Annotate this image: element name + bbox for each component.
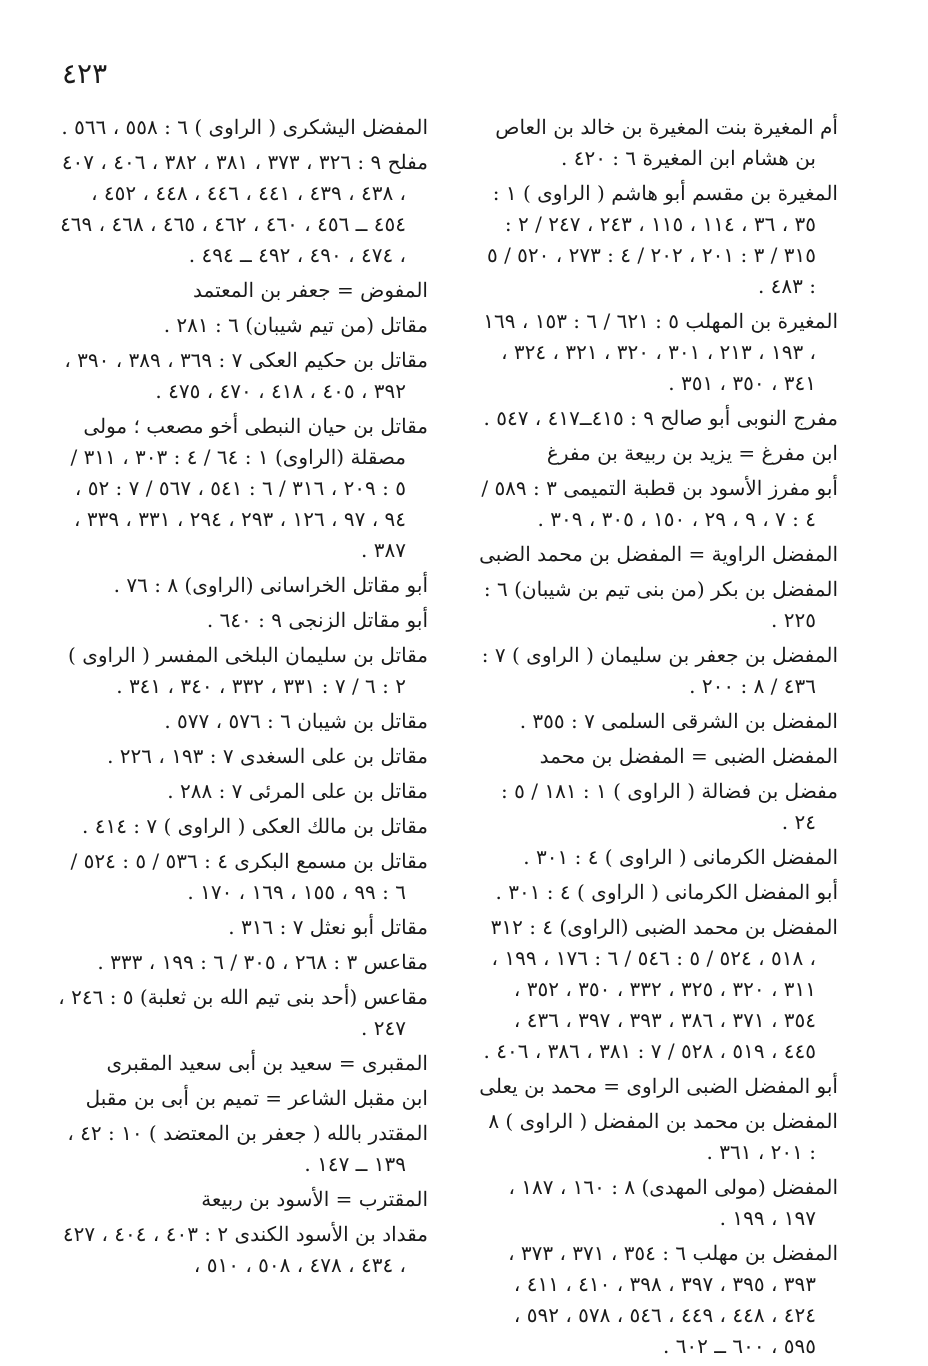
- index-entry: مقداد بن الأسود الكندى ٢ : ٤٠٣ ، ٤٠٤ ، ٤٢٧ ، ٤٣٤ ، ٤٧٨ ، ٥٠٨ ، ٥١٠ ،: [62, 1222, 428, 1277]
- index-column-left: [58, 112, 428, 1285]
- index-entry: المفضل الكرمانى ( الراوى ) ٤ : ٣٠١ .: [523, 845, 838, 869]
- page-number: ٤٢٣: [62, 57, 108, 90]
- index-entry: مقاتل أبو نعثل ٧ : ٣١٦ .: [228, 915, 428, 939]
- index-entry: المغيرة بن مقسم أبو هاشم ( الراوى ) ١ : ٣٥ ، ٣٦ ، ١١٤ ، ١١٥ ، ٢٤٣ ، ٢٤٧ / ٢ : ٣١٥ / ٣ : ٢٠١ ، ٢٠٢ / ٤ : ٢٧٣ ، ٥٢٠ / ٥ : ٤٨٣ .: [486, 181, 838, 298]
- index-entry: مقاتل بن سليمان البلخى المفسر ( الراوى ) ٢ : ٦ / ٧ : ٣٣١ ، ٣٣٢ ، ٣٤٠ ، ٣٤١ .: [68, 643, 428, 698]
- index-entry: مقاتل (من تيم شيبان) ٦ : ٢٨١ .: [163, 313, 428, 337]
- index-entry: المفضل (مولى المهدى) ٨ : ١٦٠ ، ١٨٧ ، ١٩٧ ، ١٩٩ .: [508, 1175, 838, 1230]
- index-entry: المفضل بن محمد الضبى (الراوى) ٤ : ٣١٢ ، ٥١٨ ، ٥٢٤ / ٥ : ٥٤٦ / ٦ : ١٧٦ ، ١٩٩ ، ٣١١ ، ٣٢٠ ، ٣٢٥ ، ٣٣٢ ، ٣٥٠ ، ٣٥٢ ، ٣٥٤ ، ٣٧١ ، ٣٨٦ ، ٣٩٣ ، ٣٩٧ ، ٤٣٦ ، ٤٤٥ ، ٥١٩ ، ٥٢٨ / ٧ : ٣٨١ ، ٣٨٦ ، ٤٠٦ .: [483, 915, 838, 1063]
- index-entry: المقترب = الأسود بن ربيعة: [201, 1187, 428, 1211]
- index-entry: مقاتل بن مالك العكى ( الراوى ) ٧ : ٤١٤ .: [81, 814, 428, 838]
- index-entry: مقاتل بن حيان النبطى أخو مصعب ؛ مولى مصقلة (الراوى) ١ : ٦٤ / ٤ : ٣٠٣ ، ٣١١ / ٥ : ٢٠٩ ، ٣١٦ / ٦ : ٥٤١ ، ٥٦٧ / ٧ : ٥٢ ، ٩٤ ، ٩٧ ، ١٢٦ ، ٢٩٣ ، ٢٩٤ ، ٣٣١ ، ٣٣٩ ، ٣٨٧ .: [70, 414, 428, 562]
- index-entry: ابن مفرغ = يزيد بن ربيعة بن مفرغ: [546, 441, 838, 465]
- index-entry: المغيرة بن المهلب ٥ : ٦٢١ / ٦ : ١٥٣ ، ١٦٩ ، ١٩٣ ، ٢١٣ ، ٣٠١ ، ٣٢٠ ، ٣٢١ ، ٣٢٤ ، ٣٤١ ، ٣٥٠ ، ٣٥١ .: [483, 309, 838, 395]
- index-entry: أم المغيرة بنت المغيرة بن خالد بن العاص بن هشام ابن المغيرة ٦ : ٤٢٠ .: [495, 115, 838, 170]
- index-entry: المفوض = جعفر بن المعتمد: [193, 278, 428, 302]
- index-entry: المفضل الضبى = المفضل بن محمد: [539, 744, 838, 768]
- index-entry: أبو مقاتل الزنجى ٩ : ٦٤٠ .: [206, 608, 428, 632]
- index-entry: مفضل بن فضالة ( الراوى ) ١ : ١٨١ / ٥ : ٢٤ .: [501, 779, 838, 834]
- index-entry: مقاعس ٣ : ٢٦٨ ، ٣٠٥ / ٦ : ١٩٩ ، ٣٣٣ .: [97, 950, 428, 974]
- index-entry: مقاتل بن شيبان ٦ : ٥٧٦ ، ٥٧٧ .: [164, 709, 428, 733]
- index-entry: المفضل الراوية = المفضل بن محمد الضبى: [479, 542, 838, 566]
- index-entry: أبو مفرز الأسود بن قطبة التميمى ٣ : ٥٨٩ / ٤ : ٧ ، ٩ ، ٢٩ ، ١٥٠ ، ٣٠٥ ، ٣٠٩ .: [481, 476, 838, 531]
- index-entry: المفضل اليشكرى ( الراوى ) ٦ : ٥٥٨ ، ٥٦٦ .: [61, 115, 428, 139]
- index-entry: أبو المفضل الكرمانى ( الراوى ) ٤ : ٣٠١ .: [495, 880, 838, 904]
- index-entry: مقاتل بن على المرئى ٧ : ٢٨٨ .: [167, 779, 428, 803]
- index-entry: المفضل بن جعفر بن سليمان ( الراوى ) ٧ : ٤٣٦ / ٨ : ٢٠٠ .: [481, 643, 838, 698]
- index-entry: أبو المفضل الضبى الراوى = محمد بن يعلى: [479, 1074, 838, 1098]
- index-entry: المقبرى = سعيد بن أبى سعيد المقبرى: [106, 1051, 428, 1075]
- index-entry: مقاتل بن حكيم العكى ٧ : ٣٦٩ ، ٣٨٩ ، ٣٩٠ ، ٣٩٢ ، ٤٠٥ ، ٤١٨ ، ٤٧٠ ، ٤٧٥ .: [64, 348, 428, 403]
- index-entry: ابن مقبل الشاعر = تميم بن أبى بن مقبل: [85, 1086, 428, 1110]
- index-entry: المفضل بن مهلب ٦ : ٣٥٤ ، ٣٧١ ، ٣٧٣ ، ٣٩٣ ، ٣٩٥ ، ٣٩٧ ، ٣٩٨ ، ٤١٠ ، ٤١١ ، ٤٢٤ ، ٤٤٨ ، ٤٤٩ ، ٥٤٦ ، ٥٧٨ ، ٥٩٢ ، ٥٩٥ ، ٦٠٠ ــ ٦٠٢ .: [508, 1241, 838, 1358]
- index-entry: مقاتل بن على السغدى ٧ : ١٩٣ ، ٢٢٦ .: [107, 744, 428, 768]
- index-entry: مقاتل بن مسمع البكرى ٤ : ٥٣٦ / ٥ : ٥٢٤ / ٦ : ٩٩ ، ١٥٥ ، ١٦٩ ، ١٧٠ .: [70, 849, 428, 904]
- index-column-right: [478, 112, 838, 1366]
- index-entry: المفضل بن محمد بن المفضل ( الراوى ) ٨ : ٢٠١ ، ٣٦١ .: [488, 1109, 838, 1164]
- index-entry: مفلح ٩ : ٣٢٦ ، ٣٧٣ ، ٣٨١ ، ٣٨٢ ، ٤٠٦ ، ٤٠٧ ، ٤٣٨ ، ٤٣٩ ، ٤٤١ ، ٤٤٦ ، ٤٤٨ ، ٤٥٢ ، ٤٥٤ ــ ٤٥٦ ، ٤٦٠ ، ٤٦٢ ، ٤٦٥ ، ٤٦٨ ، ٤٦٩ ، ٤٧٤ ، ٤٩٠ ، ٤٩٢ ــ ٤٩٤ .: [60, 150, 428, 267]
- index-entry: مفرج النوبى أبو صالح ٩ : ٤١٥ــ٤١٧ ، ٥٤٧ .: [483, 406, 838, 430]
- index-entry: المقتدر بالله ( جعفر بن المعتضد ) ١٠ : ٤٢ ، ١٣٩ ــ ١٤٧ .: [67, 1121, 428, 1176]
- index-entry: مقاعس (أحد بنى تيم الله بن ثعلبة) ٥ : ٢٤٦ ، ٢٤٧ .: [58, 985, 428, 1040]
- index-entry: أبو مقاتل الخراسانى (الراوى) ٨ : ٧٦ .: [113, 573, 428, 597]
- index-entry: المفضل بن بكر (من بنى تيم بن شيبان) ٦ : ٢٢٥ .: [483, 577, 838, 632]
- index-entry: المفضل بن الشرقى السلمى ٧ : ٣٥٥ .: [519, 709, 838, 733]
